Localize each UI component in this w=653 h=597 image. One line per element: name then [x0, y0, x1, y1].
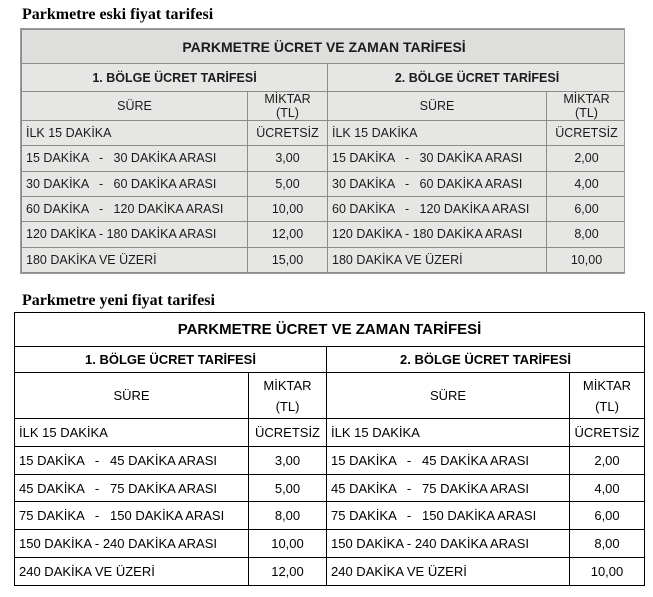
new-zone1-sure: 45 DAKİKA - 75 DAKİKA ARASI	[15, 474, 249, 502]
new-zone1-header: 1. BÖLGE ÜCRET TARİFESİ	[15, 347, 327, 373]
table-row	[22, 121, 626, 146]
old-zone1-miktar: 12,00	[248, 222, 328, 247]
table-row	[22, 247, 626, 272]
new-zone2-miktar: 2,00	[570, 446, 645, 474]
new-zone2-miktar: 6,00	[570, 502, 645, 530]
new-zone2-miktar: ÜCRETSİZ	[570, 419, 645, 447]
new-zone2-sure: İLK 15 DAKİKA	[327, 419, 570, 447]
new-zone1-sure: İLK 15 DAKİKA	[15, 419, 249, 447]
old-zone1-header: 1. BÖLGE ÜCRET TARİFESİ	[22, 64, 328, 92]
new-zone1-sure: 240 DAKİKA VE ÜZERİ	[15, 558, 249, 586]
new-tariff-heading: Parkmetre yeni fiyat tarifesi	[22, 292, 215, 309]
old-zone1-sure: 15 DAKİKA - 30 DAKİKA ARASI	[22, 146, 248, 171]
old-tariff-heading: Parkmetre eski fiyat tarifesi	[22, 6, 214, 23]
new-zone1-miktar: ÜCRETSİZ	[249, 419, 327, 447]
old-tariff-table	[21, 29, 625, 273]
new-zone2-miktar: 4,00	[570, 474, 645, 502]
new-tariff-table-container	[14, 312, 644, 586]
new-zone2-miktar-header: MİKTAR (TL)	[570, 373, 645, 419]
old-zone2-sure: 60 DAKİKA - 120 DAKİKA ARASI	[328, 196, 547, 221]
old-zone2-header: 2. BÖLGE ÜCRET TARİFESİ	[328, 64, 626, 92]
old-zone1-miktar: 10,00	[248, 196, 328, 221]
old-zone2-miktar: 10,00	[547, 247, 626, 272]
old-zone1-sure: 60 DAKİKA - 120 DAKİKA ARASI	[22, 196, 248, 221]
new-zone1-miktar: 10,00	[249, 530, 327, 558]
table-row	[15, 502, 645, 530]
old-zone2-sure: İLK 15 DAKİKA	[328, 121, 547, 146]
table-row	[22, 196, 626, 221]
old-zone2-miktar: 2,00	[547, 146, 626, 171]
old-zone2-miktar: 4,00	[547, 171, 626, 196]
new-table-title: PARKMETRE ÜCRET VE ZAMAN TARİFESİ	[15, 313, 645, 347]
old-zone1-sure: 30 DAKİKA - 60 DAKİKA ARASI	[22, 171, 248, 196]
new-zone1-miktar-header: MİKTAR (TL)	[249, 373, 327, 419]
old-zone1-sure: 180 DAKİKA VE ÜZERİ	[22, 247, 248, 272]
new-zone1-sure: 75 DAKİKA - 150 DAKİKA ARASI	[15, 502, 249, 530]
new-zone1-sure: 15 DAKİKA - 45 DAKİKA ARASI	[15, 446, 249, 474]
table-row	[15, 446, 645, 474]
old-zone2-miktar: 8,00	[547, 222, 626, 247]
old-zone1-miktar: 15,00	[248, 247, 328, 272]
old-zone1-sure: İLK 15 DAKİKA	[22, 121, 248, 146]
new-zone1-sure: 150 DAKİKA - 240 DAKİKA ARASI	[15, 530, 249, 558]
new-zone2-header: 2. BÖLGE ÜCRET TARİFESİ	[327, 347, 645, 373]
table-row	[15, 419, 645, 447]
old-zone2-miktar: 6,00	[547, 196, 626, 221]
new-zone2-sure: 15 DAKİKA - 45 DAKİKA ARASI	[327, 446, 570, 474]
old-zone2-sure: 120 DAKİKA - 180 DAKİKA ARASI	[328, 222, 547, 247]
old-zone2-sure: 180 DAKİKA VE ÜZERİ	[328, 247, 547, 272]
table-row	[15, 530, 645, 558]
table-row	[15, 558, 645, 586]
new-zone2-miktar: 8,00	[570, 530, 645, 558]
old-zone1-miktar: 3,00	[248, 146, 328, 171]
new-tariff-table	[14, 312, 645, 586]
new-zone1-sure-header: SÜRE	[15, 373, 249, 419]
old-zone1-sure: 120 DAKİKA - 180 DAKİKA ARASI	[22, 222, 248, 247]
old-zone1-miktar-header: MİKTAR (TL)	[248, 92, 328, 121]
old-zone2-sure: 30 DAKİKA - 60 DAKİKA ARASI	[328, 171, 547, 196]
new-zone1-miktar: 5,00	[249, 474, 327, 502]
new-zone1-miktar: 12,00	[249, 558, 327, 586]
table-row	[22, 222, 626, 247]
old-zone1-miktar: ÜCRETSİZ	[248, 121, 328, 146]
old-zone1-sure-header: SÜRE	[22, 92, 248, 121]
new-zone2-sure: 75 DAKİKA - 150 DAKİKA ARASI	[327, 502, 570, 530]
new-zone2-miktar: 10,00	[570, 558, 645, 586]
old-tariff-table-photo	[20, 28, 625, 274]
old-zone2-miktar-header: MİKTAR (TL)	[547, 92, 626, 121]
new-zone2-sure: 240 DAKİKA VE ÜZERİ	[327, 558, 570, 586]
new-zone1-miktar: 8,00	[249, 502, 327, 530]
old-table-title: PARKMETRE ÜCRET VE ZAMAN TARİFESİ	[22, 30, 626, 64]
new-zone1-miktar: 3,00	[249, 446, 327, 474]
old-zone2-miktar: ÜCRETSİZ	[547, 121, 626, 146]
old-zone2-sure-header: SÜRE	[328, 92, 547, 121]
old-zone2-sure: 15 DAKİKA - 30 DAKİKA ARASI	[328, 146, 547, 171]
table-row	[22, 146, 626, 171]
old-zone1-miktar: 5,00	[248, 171, 328, 196]
new-zone2-sure: 45 DAKİKA - 75 DAKİKA ARASI	[327, 474, 570, 502]
new-zone2-sure: 150 DAKİKA - 240 DAKİKA ARASI	[327, 530, 570, 558]
new-zone2-sure-header: SÜRE	[327, 373, 570, 419]
table-row	[15, 474, 645, 502]
table-row	[22, 171, 626, 196]
